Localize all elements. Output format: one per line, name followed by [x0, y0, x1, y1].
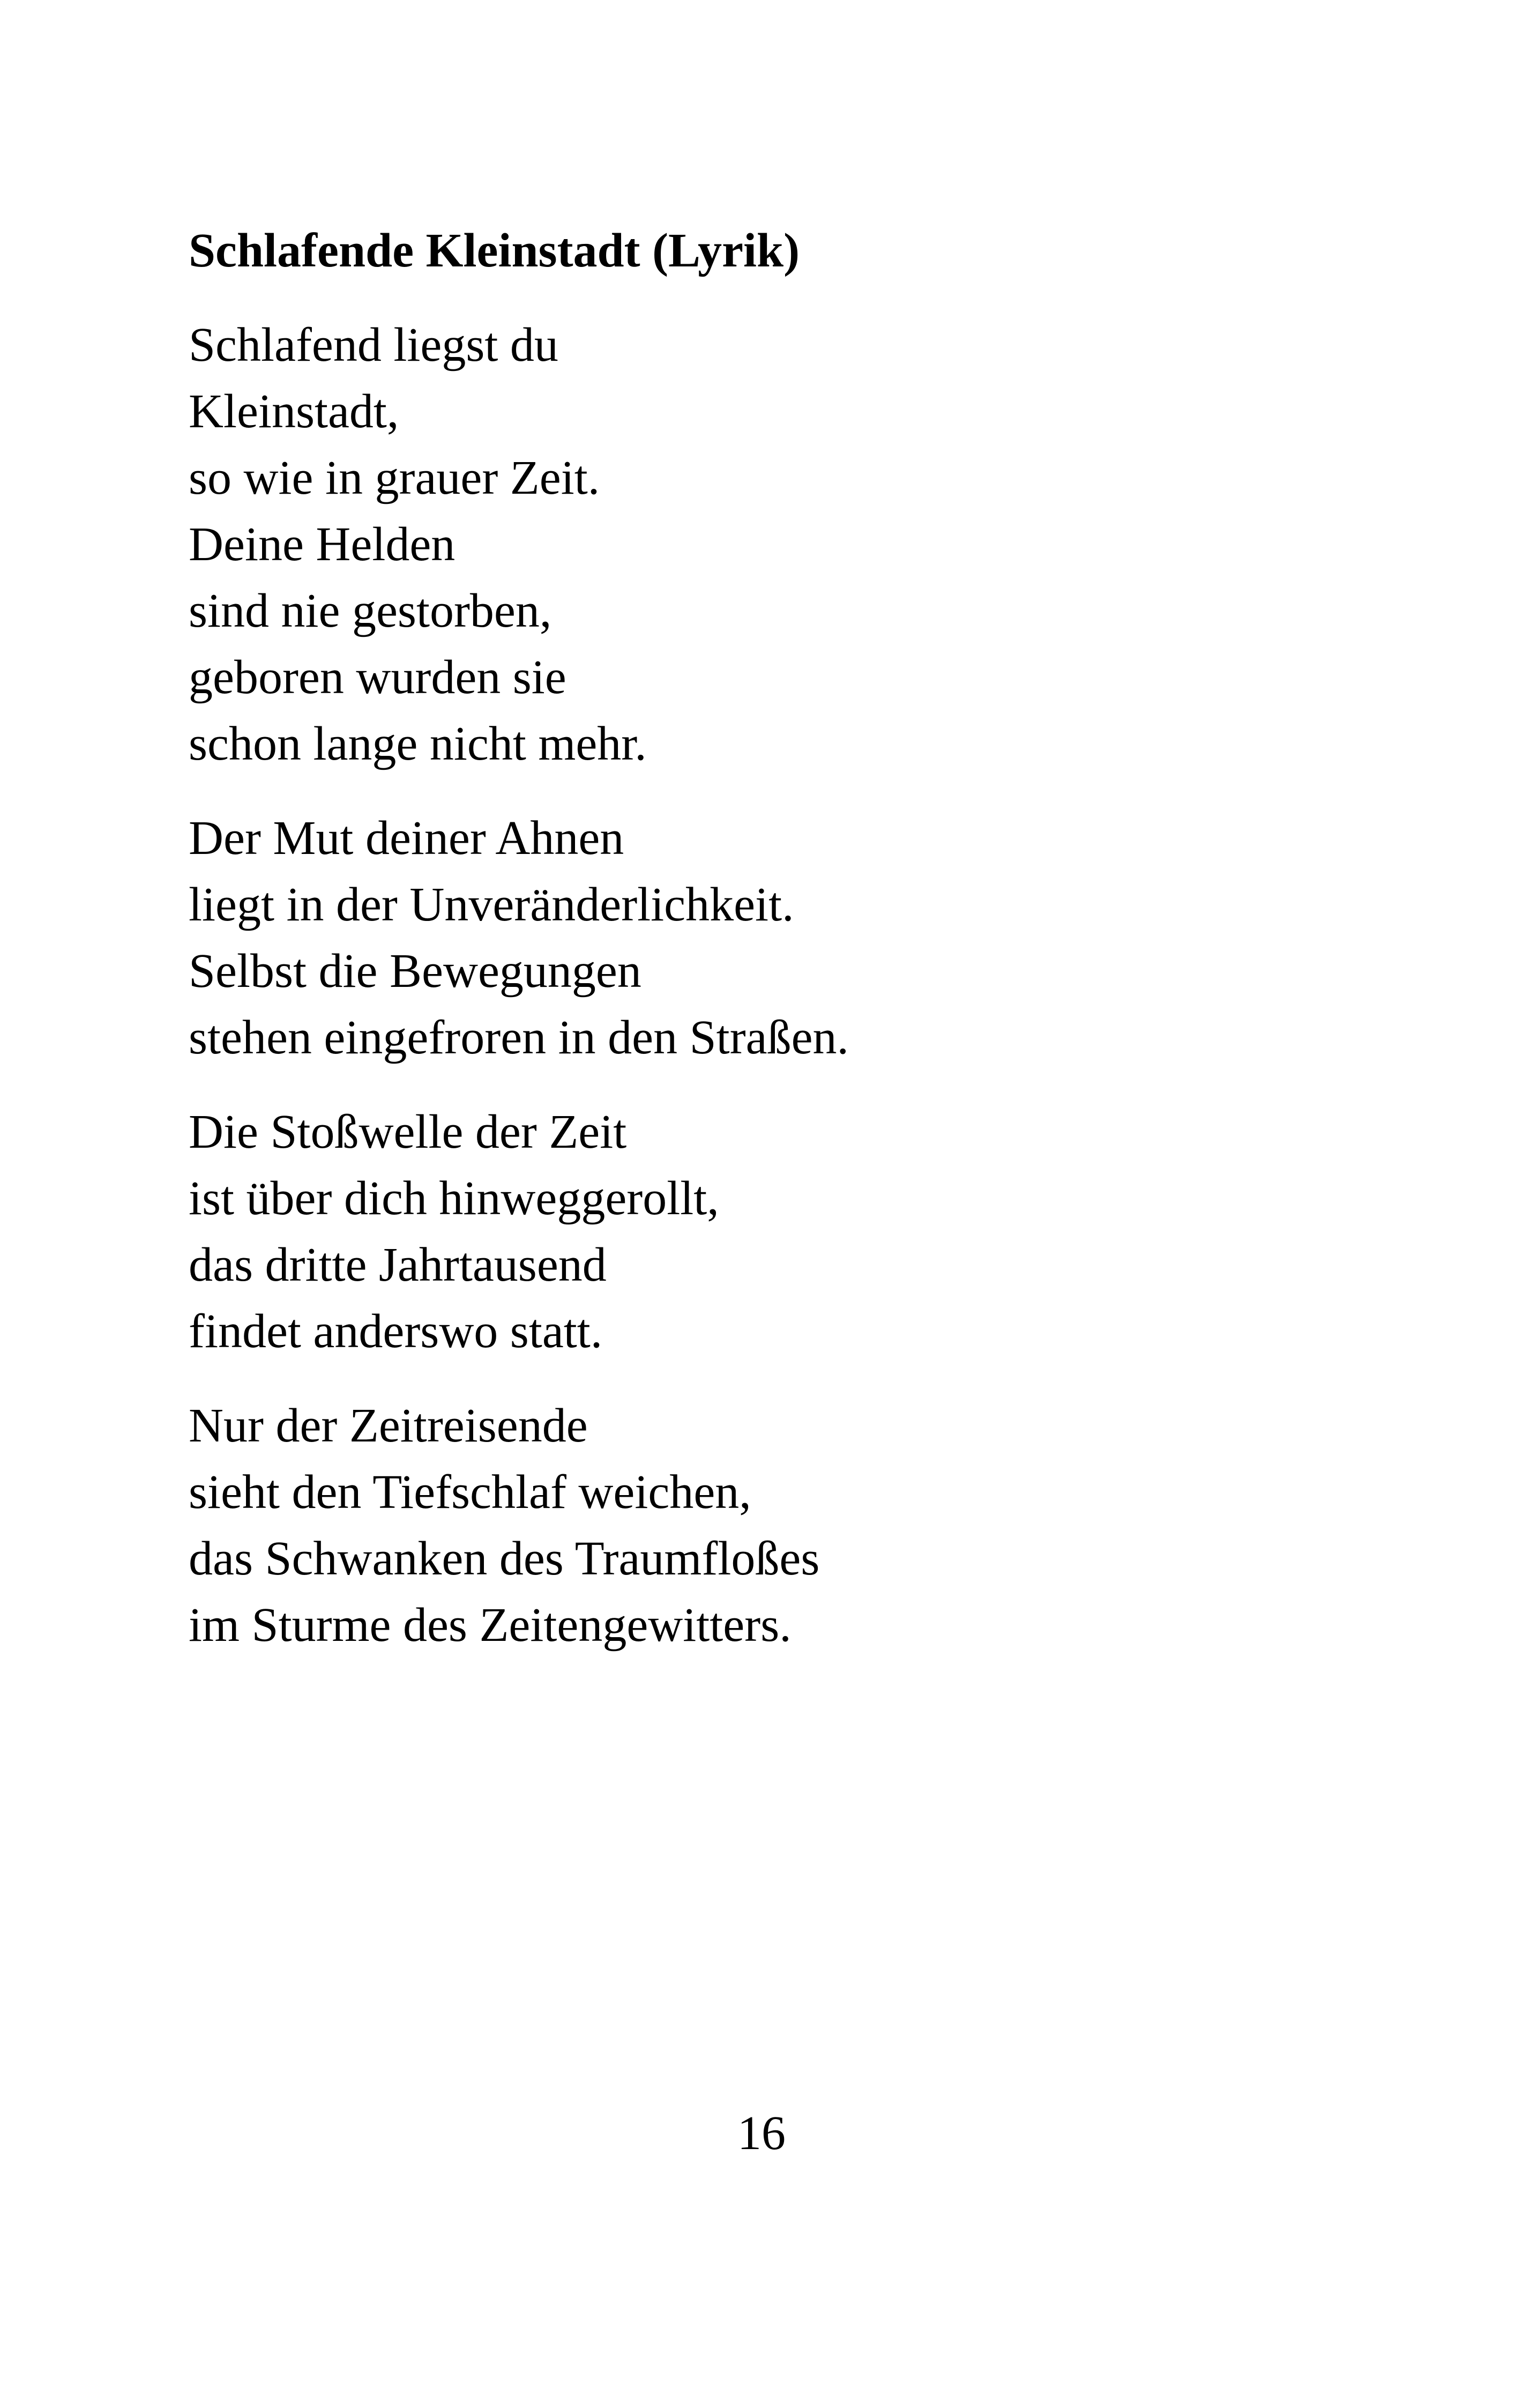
poem-title: Schlafende Kleinstadt (Lyrik) — [189, 224, 800, 277]
verse-line: schon lange nicht mehr. — [189, 717, 647, 770]
verse-line: das Schwanken des Traumfloßes — [189, 1532, 820, 1585]
verse-line: so wie in grauer Zeit. — [189, 451, 600, 504]
page-content — [189, 219, 1421, 1686]
verse-line: im Sturme des Zeitengewitters. — [189, 1599, 792, 1652]
verse-line: Deine Helden — [189, 518, 456, 571]
verse-line: das dritte Jahrtausend — [189, 1238, 607, 1291]
stanza-4 — [189, 1393, 1421, 1659]
stanza-2 — [189, 805, 1421, 1071]
verse-line: ist über dich hinweggerollt, — [189, 1172, 719, 1225]
stanza-1 — [189, 312, 1421, 777]
stanza-3 — [189, 1099, 1421, 1365]
verse-line: geboren wurden sie — [189, 651, 566, 704]
verse-line: liegt in der Unveränderlichkeit. — [189, 878, 794, 931]
verse-line: stehen eingefroren in den Straßen. — [189, 1011, 849, 1064]
verse-line: Kleinstadt, — [189, 385, 399, 438]
verse-line: findet anderswo statt. — [189, 1305, 603, 1358]
verse-line: sind nie gestorben, — [189, 584, 552, 637]
verse-line: sieht den Tiefschlaf weichen, — [189, 1466, 751, 1519]
verse-line: Schlafend liegst du — [189, 318, 558, 371]
verse-line: Die Stoßwelle der Zeit — [189, 1105, 627, 1158]
verse-line: Der Mut deiner Ahnen — [189, 812, 624, 865]
page-number: 16 — [737, 2107, 786, 2160]
verse-line: Nur der Zeitreisende — [189, 1399, 588, 1452]
verse-line: Selbst die Bewegungen — [189, 945, 641, 998]
